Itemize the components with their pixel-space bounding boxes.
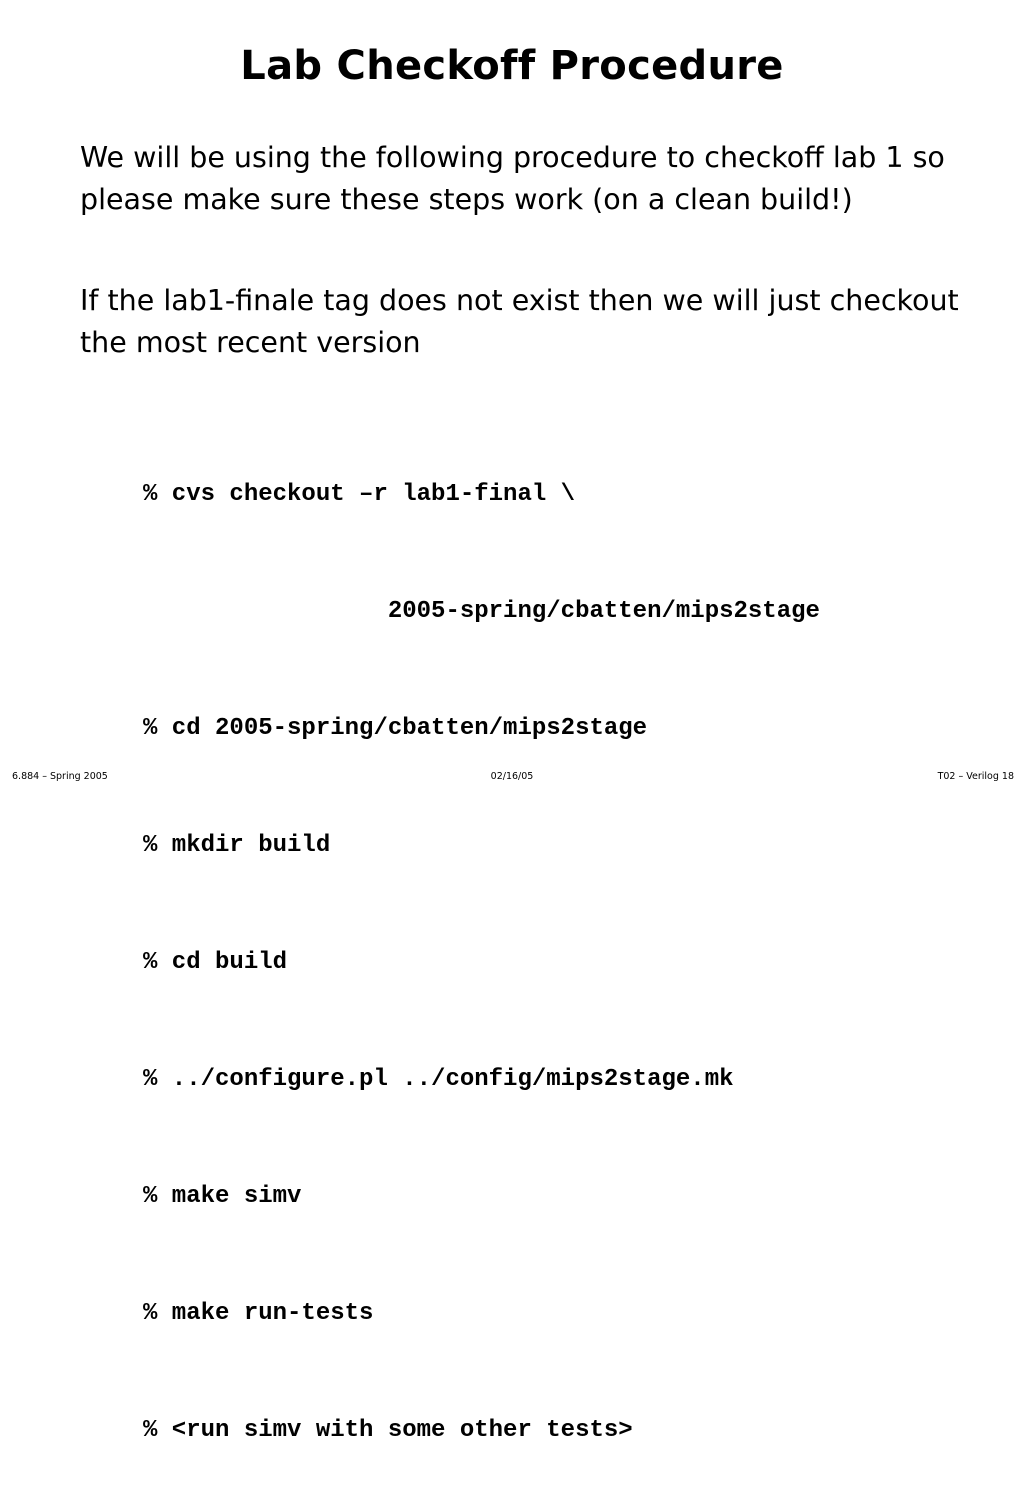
command-line: % cvs checkout –r lab1-final \: [143, 481, 576, 508]
slide-title: Lab Checkoff Procedure: [240, 43, 784, 89]
command-listing: [143, 397, 820, 1489]
command-line: % ../configure.pl ../config/mips2stage.mk: [143, 1066, 734, 1093]
footer-page-number: T02 – Verilog 18: [937, 771, 1014, 782]
command-line: 2005-spring/cbatten/mips2stage: [143, 598, 820, 625]
command-line: % <run simv with some other tests>: [143, 1417, 633, 1444]
footer-date: 02/16/05: [490, 771, 534, 782]
command-line: % make simv: [143, 1183, 302, 1210]
fallback-paragraph: If the lab1-finale tag does not exist then we will just checkout the most recent version: [80, 284, 959, 359]
intro-paragraph: We will be using the following procedure to checkoff lab 1 so please make sure these steps work (on a clean build!): [80, 141, 945, 216]
command-line: % cd 2005-spring/cbatten/mips2stage: [143, 715, 648, 742]
command-line: % mkdir build: [143, 832, 331, 859]
command-line: % make run-tests: [143, 1300, 374, 1327]
footer-course: 6.884 – Spring 2005: [12, 771, 108, 782]
command-line: % cd build: [143, 949, 288, 976]
